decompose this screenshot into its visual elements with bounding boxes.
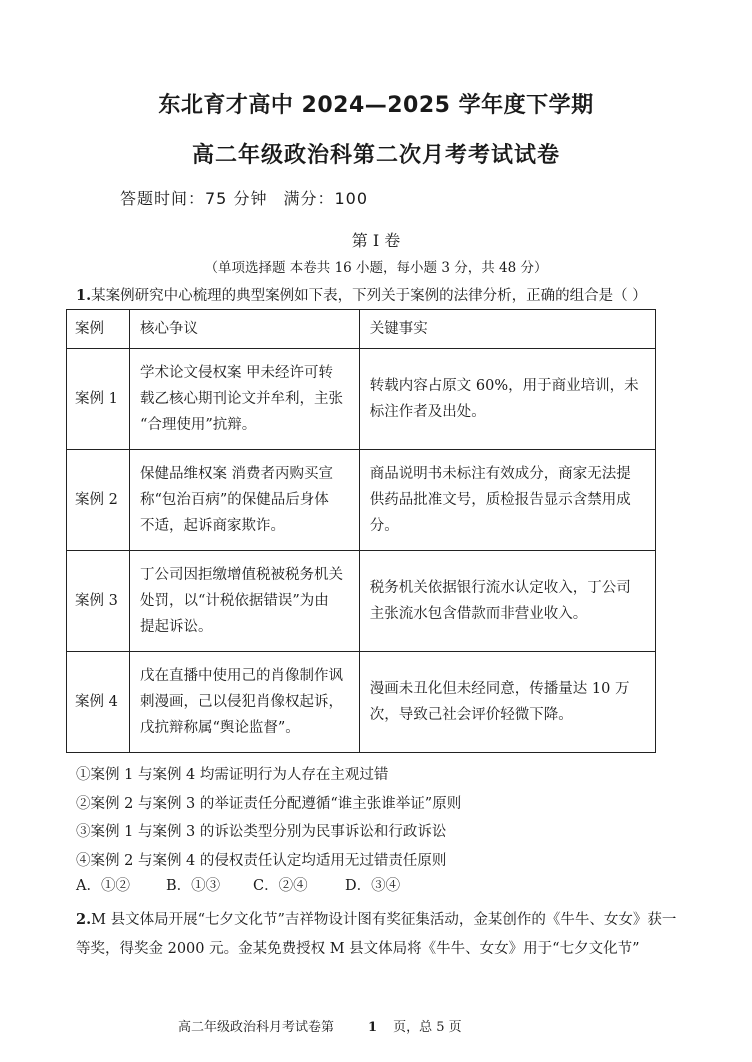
cell-line: 商品说明书未标注有效成分，商家无法提 xyxy=(369,466,631,482)
question-text: 某案例研究中心梳理的典型案例如下表，下列关于案例的法律分析，正确的组合是（ ） xyxy=(91,288,647,304)
cell-line: 戊在直播中使用己的肖像制作讽 xyxy=(139,668,343,684)
header-cell-case: 案例 xyxy=(67,310,130,349)
question-1-stem xyxy=(76,284,647,305)
cell-line: 戊抗辩称属“舆论监督”。 xyxy=(139,720,300,736)
facts-cell xyxy=(359,349,655,450)
statement-item: ②案例 2 与案例 3 的举证责任分配遵循“谁主张谁举证”原则 xyxy=(76,795,462,812)
case-cell: 案例 4 xyxy=(67,652,130,753)
table-row xyxy=(67,551,656,652)
table-row xyxy=(67,450,656,551)
statement-item: ④案例 2 与案例 4 的侵权责任认定均适用无过错责任原则 xyxy=(76,852,447,869)
cell-line: 载乙核心期刊论文并牟利，主张 xyxy=(139,391,343,407)
question-2 xyxy=(76,905,688,964)
cell-line: 学术论文侵权案 甲未经许可转 xyxy=(139,365,334,381)
dispute-cell xyxy=(129,450,359,551)
time-label: 答题时间：75 分钟 xyxy=(120,189,268,208)
cell-line: 丁公司因拒缴增值税被税务机关 xyxy=(139,567,343,583)
facts-cell xyxy=(359,652,655,753)
footer-left: 高二年级政治科月考试卷第 xyxy=(178,1020,335,1035)
cell-line: 刺漫画，己以侵犯肖像权起诉， xyxy=(139,694,343,710)
cell-line: 处罚，以“计税依据错误”为由 xyxy=(139,593,329,609)
header-cell-dispute: 核心争议 xyxy=(129,310,359,349)
facts-cell xyxy=(359,450,655,551)
cell-line: 供药品批准文号，质检报告显示含禁用成 xyxy=(369,492,631,508)
section-instruction: （单项选择题 本卷共 16 小题，每小题 3 分，共 48 分） xyxy=(204,260,548,276)
dispute-cell xyxy=(129,349,359,450)
table-header-row xyxy=(67,310,656,349)
exam-title-line2: 高二年级政治科第二次月考考试试卷 xyxy=(191,143,560,168)
case-cell: 案例 3 xyxy=(67,551,130,652)
score-label: 满分：100 xyxy=(283,189,368,208)
cell-line: 提起诉讼。 xyxy=(139,619,213,635)
section-title: 第 I 卷 xyxy=(351,231,401,250)
cell-line: 保健品维权案 消费者丙购买宣 xyxy=(139,466,334,482)
case-cell: 案例 1 xyxy=(67,349,130,450)
cell-line: 转载内容占原文 60%，用于商业培训，未 xyxy=(369,378,639,394)
case-table xyxy=(66,309,656,753)
cell-line: 分。 xyxy=(369,518,399,534)
statement-list xyxy=(76,761,461,875)
dispute-cell xyxy=(129,652,359,753)
table-row xyxy=(67,349,656,450)
footer-right: 页，总 5 页 xyxy=(393,1020,462,1035)
choice-c: C．②④ xyxy=(253,878,308,894)
statement-item: ③案例 1 与案例 3 的诉讼类型分别为民事诉讼和行政诉讼 xyxy=(76,824,447,840)
cell-line: 漫画未丑化但未经同意，传播量达 10 万 xyxy=(369,681,630,697)
page-footer xyxy=(178,1016,462,1035)
cell-line: 次，导致己社会评价轻微下降。 xyxy=(369,707,573,723)
choice-a: A．①② xyxy=(76,878,130,894)
cell-line: 税务机关依据银行流水认定收入，丁公司 xyxy=(369,580,631,596)
answer-choices xyxy=(76,874,400,895)
cell-line: 标注作者及出处。 xyxy=(369,404,486,420)
table-row xyxy=(67,652,656,753)
exam-title-line1: 东北育才高中 2024—2025 学年度下学期 xyxy=(158,93,594,118)
dispute-cell xyxy=(129,551,359,652)
statement-item: ①案例 1 与案例 4 均需证明行为人存在主观过错 xyxy=(76,767,389,783)
exam-meta xyxy=(120,186,368,209)
question-number: 1. xyxy=(76,287,92,304)
question-number: 2. xyxy=(76,911,92,928)
cell-line: 主张流水包含借款而非营业收入。 xyxy=(369,606,588,622)
facts-cell xyxy=(359,551,655,652)
case-cell: 案例 2 xyxy=(67,450,130,551)
cell-line: 称“包治百病”的保健品后身体 xyxy=(139,492,329,508)
cell-line: 不适，起诉商家欺诈。 xyxy=(139,518,285,534)
page-number: 1 xyxy=(368,1020,378,1035)
header-cell-facts: 关键事实 xyxy=(359,310,655,349)
cell-line: “合理使用”抗辩。 xyxy=(139,417,257,433)
choice-b: B．①③ xyxy=(166,878,221,894)
choice-d: D．③④ xyxy=(345,878,401,894)
question-text: M 县文体局开展“七夕文化节”吉祥物设计图有奖征集活动，金某创作的《牛牛、女女》获一等奖，得奖金 2000 元。金某免费授权 M 县文体局将《牛牛、女女》用于“七夕文化节” xyxy=(76,912,677,957)
